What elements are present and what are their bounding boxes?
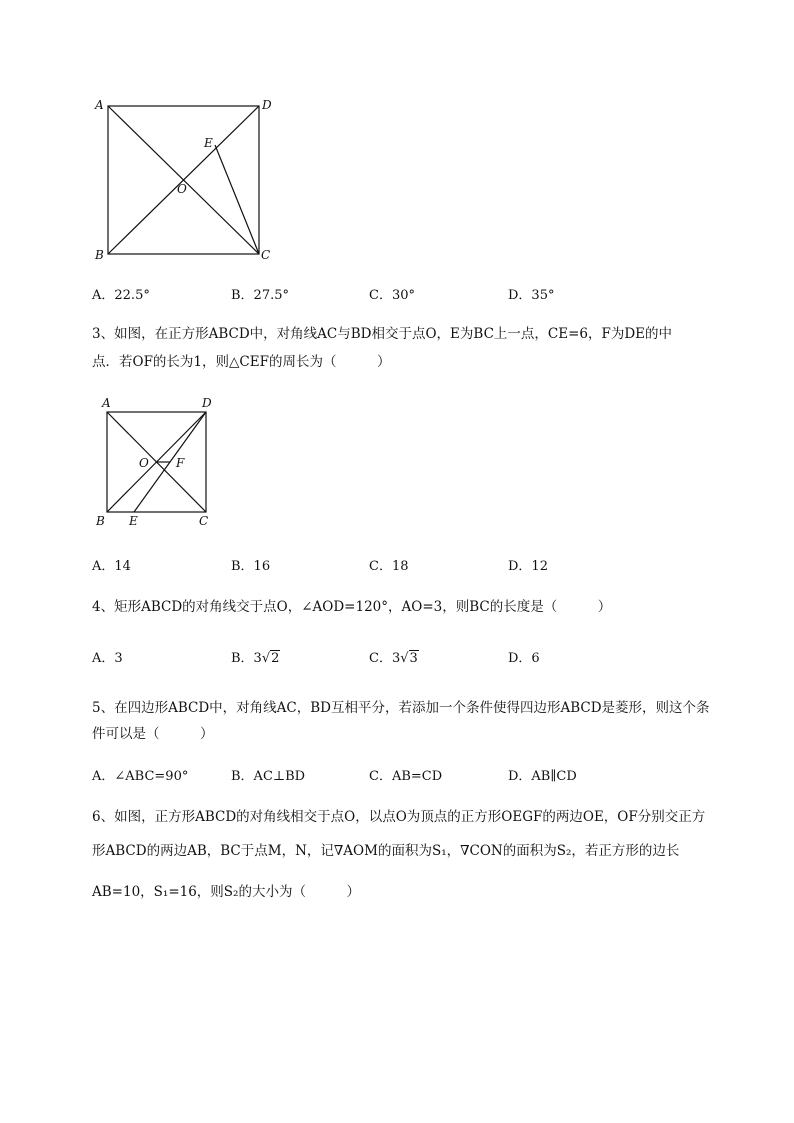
sqrt-2: √2 <box>261 651 280 666</box>
q6-line-3: AB=10，S₁=16，则S₂的大小为（ ） <box>92 884 360 900</box>
q2-option-b[interactable]: B．27.5° <box>231 288 289 303</box>
label-d: D <box>262 98 272 112</box>
q3-option-c[interactable]: C．18 <box>369 559 409 574</box>
sqrt-3: √3 <box>400 651 418 666</box>
q4-option-b-prefix: B．3 <box>231 651 262 666</box>
q4-option-d[interactable]: D．6 <box>508 651 540 666</box>
figure-3-square <box>92 394 232 530</box>
q6-line-2: 形ABCD的两边AB，BC于点M，N，记∇AOM的面积为S₁，∇CON的面积为S₂，若正方形的边长 <box>92 843 680 859</box>
q5-line-1: 5、在四边形ABCD中，对角线AC，BD互相平分，若添加一个条件使得四边形ABCD是菱形，则这个条 <box>92 700 710 716</box>
question-3 <box>92 322 742 382</box>
q5-option-a[interactable]: A．∠ABC=90° <box>92 769 189 784</box>
q3-line-1: 3、如图，在正方形ABCD中，对角线AC与BD相交于点O，E为BC上一点，CE=6，F为DE的中 <box>92 326 673 342</box>
q2-option-c[interactable]: C．30° <box>369 288 415 303</box>
q2-option-d[interactable]: D．35° <box>508 288 555 303</box>
q5-option-b[interactable]: B．AC⊥BD <box>231 769 306 784</box>
label-d-q3: D <box>202 396 212 410</box>
label-c: C <box>261 248 271 262</box>
q3-options <box>92 555 732 573</box>
label-b: B <box>95 248 104 262</box>
sqrt-2-radicand: 2 <box>271 651 280 666</box>
label-o-q3: O <box>139 456 149 470</box>
q4-option-c-prefix: C．3 <box>369 651 401 666</box>
q5-line-2: 件可以是（ ） <box>92 726 214 742</box>
q3-option-a[interactable]: A．14 <box>92 559 131 574</box>
question-4 <box>92 595 742 617</box>
label-e: E <box>204 136 213 150</box>
label-e-q3: E <box>129 514 138 528</box>
q3-option-b[interactable]: B．16 <box>231 559 271 574</box>
question-5 <box>92 696 742 746</box>
label-c-q3: C <box>199 514 209 528</box>
label-b-q3: B <box>96 514 105 528</box>
q5-option-d[interactable]: D．AB∥CD <box>508 769 577 784</box>
q4-line-1: 4、矩形ABCD的对角线交于点O，∠AOD=120°，AO=3，则BC的长度是（ ） <box>92 599 612 615</box>
q4-option-b[interactable] <box>231 647 280 666</box>
label-o: O <box>177 182 187 196</box>
q6-line-1: 6、如图，正方形ABCD的对角线相交于点O，以点O为顶点的正方形OEGF的两边OE，OF分别交正方 <box>92 809 706 825</box>
q3-option-d[interactable]: D．12 <box>508 559 548 574</box>
label-f-q3: F <box>176 456 185 470</box>
q5-option-c[interactable]: C．AB=CD <box>369 769 443 784</box>
question-6 <box>92 805 742 905</box>
label-a-q3: A <box>102 396 111 410</box>
q2-option-a[interactable]: A．22.5° <box>92 288 150 303</box>
segment-ce <box>215 145 259 254</box>
figure-1-square <box>92 95 282 267</box>
q4-option-c[interactable] <box>369 647 419 666</box>
q4-options <box>92 647 732 665</box>
q5-options <box>92 765 732 783</box>
q3-line-2: 点．若OF的长为1，则△CEF的周长为（ ） <box>92 354 391 370</box>
sqrt-3-radicand: 3 <box>409 651 418 666</box>
label-a: A <box>95 98 104 112</box>
q4-option-a[interactable]: A．3 <box>92 651 123 666</box>
q2-options <box>92 284 732 302</box>
